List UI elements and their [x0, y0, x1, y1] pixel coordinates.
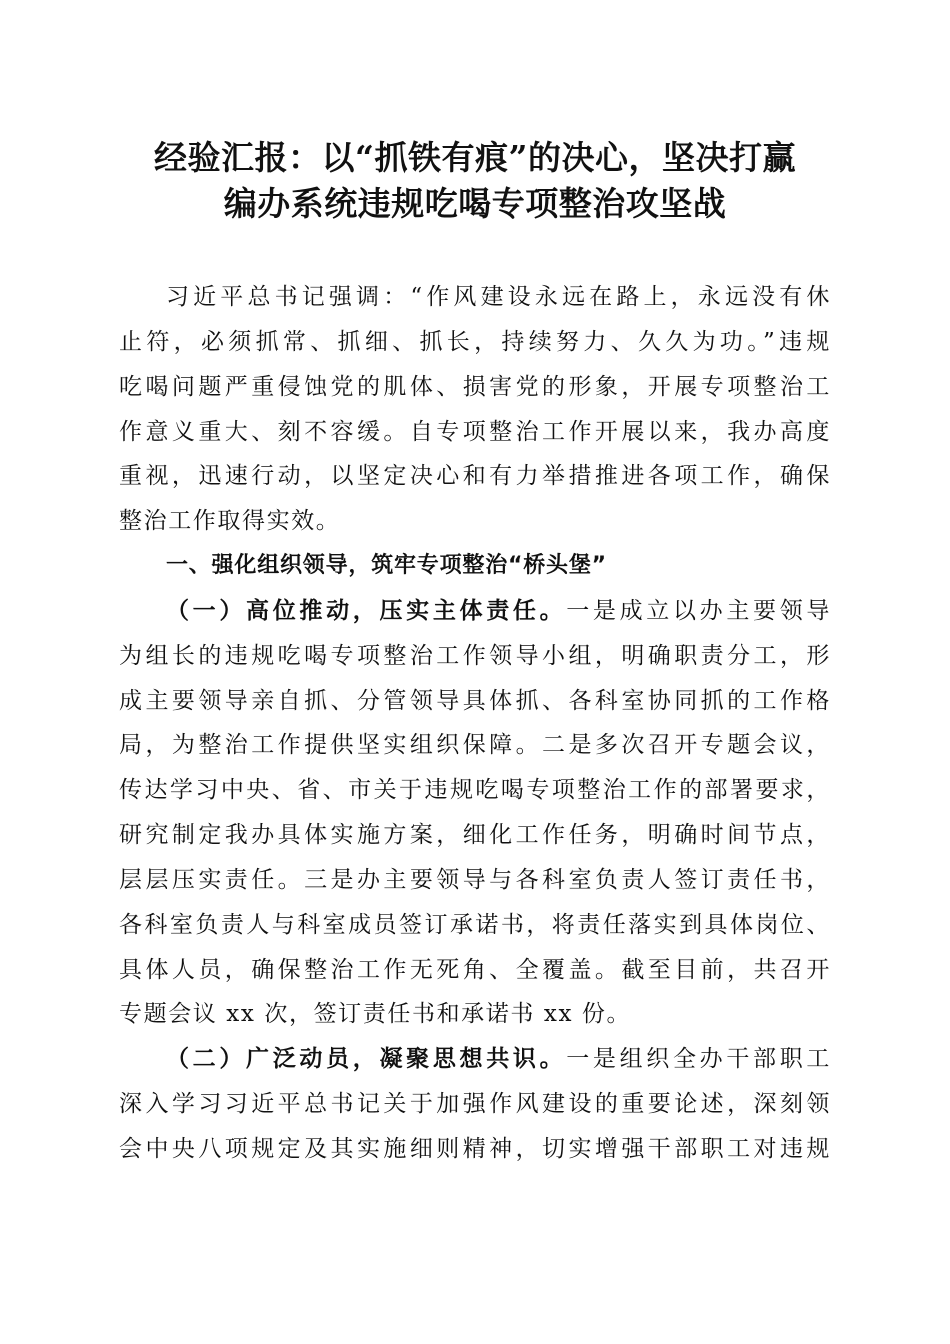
sub1-line: 各科室负责人与科室成员签订承诺书，将责任落实到具体岗位、 [119, 912, 831, 938]
intro-line: 止符，必须抓常、抓细、抓长，持续努力、久久为功。”违规 [119, 329, 831, 355]
sub2-first-line [166, 1044, 831, 1074]
sub2-first-tail: 一是组织全办干部职工 [566, 1046, 831, 1072]
sub1-line: 局，为整治工作提供坚实组织保障。二是多次召开专题会议， [119, 732, 831, 758]
sub1-first-tail: 一是成立以办主要领导 [566, 598, 831, 624]
sub1-line: 专题会议 xx 次，签订责任书和承诺书 xx 份。 [119, 1001, 632, 1027]
sub2-line: 会中央八项规定及其实施细则精神，切实增强干部职工对违规 [119, 1136, 831, 1162]
intro-line: 整治工作取得实效。 [119, 508, 341, 534]
sub1-line: 具体人员，确保整治工作无死角、全覆盖。截至目前，共召开 [119, 957, 831, 983]
sub2-line: 深入学习习近平总书记关于加强作风建设的重要论述，深刻领 [119, 1091, 831, 1117]
sub1-line: 成主要领导亲自抓、分管领导具体抓、各科室协同抓的工作格 [119, 688, 831, 714]
sub1-heading: （一）高位推动，压实主体责任。 [166, 598, 567, 624]
document-title-line-2: 编办系统违规吃喝专项整治攻坚战 [223, 184, 727, 223]
sub2-heading: （二）广泛动员，凝聚思想共识。 [166, 1046, 567, 1072]
sub1-line: 传达学习中央、省、市关于违规吃喝专项整治工作的部署要求， [119, 777, 831, 803]
sub1-line: 层层压实责任。三是办主要领导与各科室负责人签订责任书， [119, 867, 831, 893]
intro-line: 习近平总书记强调：“作风建设永远在路上，永远没有休 [166, 284, 831, 310]
section-heading: 一、强化组织领导，筑牢专项整治“桥头堡” [166, 553, 607, 578]
intro-line: 吃喝问题严重侵蚀党的肌体、损害党的形象，开展专项整治工 [119, 374, 831, 400]
intro-line: 重视，迅速行动，以坚定决心和有力举措推进各项工作，确保 [119, 463, 831, 489]
sub1-line: 为组长的违规吃喝专项整治工作领导小组，明确职责分工，形 [119, 643, 831, 669]
sub1-first-line [166, 596, 831, 626]
intro-line: 作意义重大、刻不容缓。自专项整治工作开展以来，我办高度 [119, 419, 831, 445]
sub1-line: 研究制定我办具体实施方案，细化工作任务，明确时间节点， [119, 822, 831, 848]
document-title-line-1: 经验汇报：以“抓铁有痕”的决心，坚决打赢 [154, 138, 796, 177]
